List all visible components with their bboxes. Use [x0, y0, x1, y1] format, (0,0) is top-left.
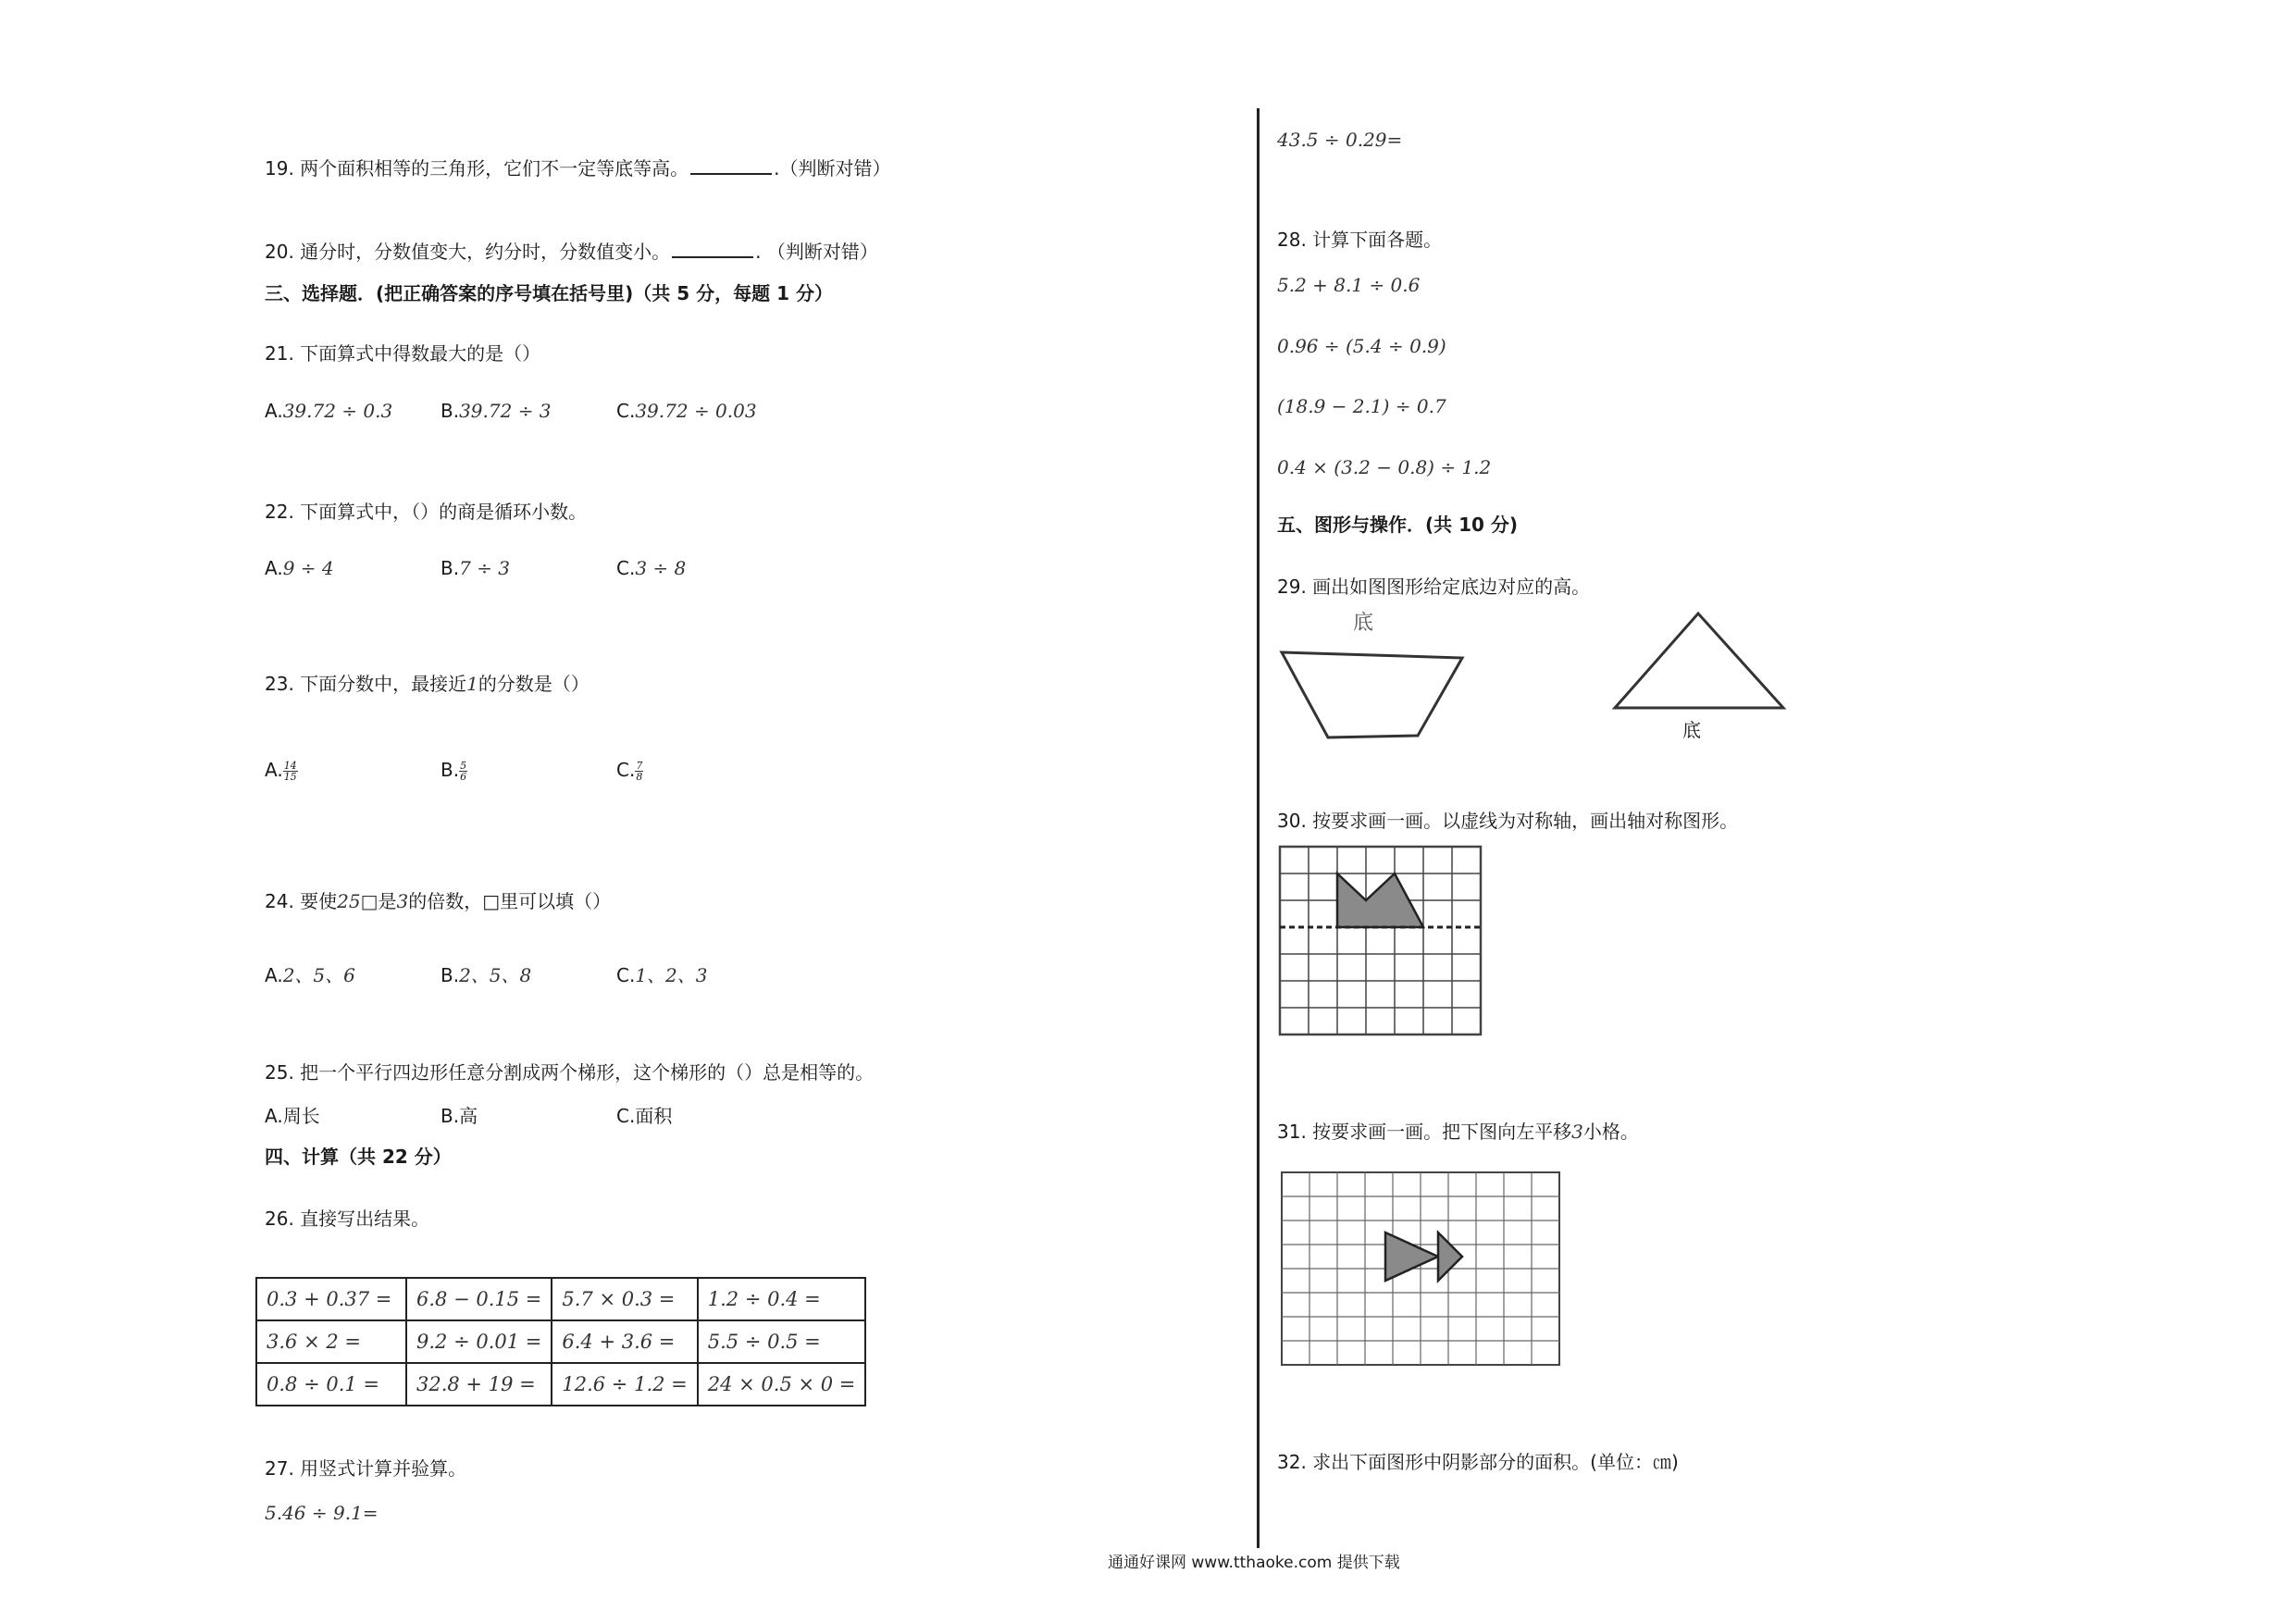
- question-19: [265, 156, 891, 180]
- question-27-expr-2: 43.5 ÷ 0.29=: [1277, 129, 1403, 151]
- question-20-tail: . （判断对错）: [755, 241, 878, 263]
- option-21-a[interactable]: A.39.72 ÷ 0.3: [265, 400, 393, 422]
- section-4-heading: 四、计算（共 22 分）: [265, 1146, 452, 1168]
- question-24: 24. 要使25□是3的倍数，□里可以填（）: [265, 890, 612, 912]
- option-22-a[interactable]: A.9 ÷ 4: [265, 557, 334, 579]
- question-28-item-4: 0.4 × (3.2 − 0.8) ÷ 1.2: [1277, 456, 1492, 478]
- answer-blank-20[interactable]: [672, 240, 753, 258]
- option-22-b[interactable]: B.7 ÷ 3: [441, 557, 510, 579]
- table-row: [256, 1320, 865, 1363]
- question-19-text: 19. 两个面积相等的三角形，它们不一定等底等高。: [265, 157, 689, 180]
- triangle-base-label: 底: [1682, 719, 1701, 741]
- option-24-c[interactable]: C.1、2、3: [616, 964, 708, 986]
- q30-grid: [1277, 844, 1486, 1038]
- table-cell: 1.2 ÷ 0.4 =: [698, 1278, 866, 1320]
- table-cell: 6.4 + 3.6 =: [552, 1320, 697, 1363]
- table-cell: 3.6 × 2 =: [256, 1320, 406, 1363]
- table-cell: 0.3 + 0.37 =: [256, 1278, 406, 1320]
- option-22-c[interactable]: C.3 ÷ 8: [616, 557, 687, 579]
- option-23-a[interactable]: A. $\frac{14}{15}$: [265, 759, 297, 783]
- question-32: 32. 求出下面图形中阴影部分的面积。(单位：㎝): [1277, 1451, 1679, 1473]
- section-3-heading: 三、选择题．(把正确答案的序号填在括号里)（共 5 分，每题 1 分）: [265, 282, 833, 304]
- triangle-large: [1385, 1233, 1438, 1281]
- trapezoid-shape: [1282, 652, 1462, 737]
- option-23-c[interactable]: C. $\frac{7}{8}$: [616, 759, 643, 783]
- table-cell: 12.6 ÷ 1.2 =: [552, 1363, 697, 1406]
- question-29: 29. 画出如图图形给定底边对应的高。: [1277, 576, 1591, 598]
- table-row: [256, 1363, 865, 1406]
- option-25-b[interactable]: B.高: [441, 1105, 478, 1127]
- option-21-b[interactable]: B.39.72 ÷ 3: [441, 400, 552, 422]
- option-21-c[interactable]: C.39.72 ÷ 0.03: [616, 400, 757, 422]
- table-row: [256, 1278, 865, 1320]
- question-23: 23. 下面分数中，最接近1的分数是（）: [265, 673, 590, 695]
- answer-blank-19[interactable]: [690, 156, 772, 175]
- table-cell: 6.8 − 0.15 =: [406, 1278, 552, 1320]
- question-31: 31. 按要求画一画。把下图向左平移3小格。: [1277, 1121, 1639, 1143]
- table-cell: 0.8 ÷ 0.1 =: [256, 1363, 406, 1406]
- question-27: 27. 用竖式计算并验算。: [265, 1457, 467, 1480]
- question-28: 28. 计算下面各题。: [1277, 229, 1443, 251]
- triangle-small: [1438, 1233, 1462, 1281]
- option-24-b[interactable]: B.2、5、8: [441, 964, 532, 986]
- trapezoid-base-label: 底: [1353, 612, 1374, 635]
- q31-grid: [1279, 1170, 1566, 1373]
- grid-lines: [1282, 1172, 1559, 1365]
- footer-text: 通通好课网 www.tthaoke.com 提供下载: [1108, 1554, 1400, 1572]
- question-28-item-2: 0.96 ÷ (5.4 ÷ 0.9): [1277, 335, 1446, 357]
- question-27-expr: 5.46 ÷ 9.1=: [265, 1502, 379, 1524]
- option-25-a[interactable]: A.周长: [265, 1105, 320, 1127]
- question-30: 30. 按要求画一画。以虚线为对称轴，画出轴对称图形。: [1277, 810, 1739, 832]
- question-20: [265, 240, 878, 263]
- option-24-a[interactable]: A.2、5、6: [265, 964, 355, 986]
- triangle-shape: [1615, 613, 1783, 708]
- question-20-text: 20. 通分时，分数值变大，约分时，分数值变小。: [265, 241, 671, 263]
- question-25: 25. 把一个平行四边形任意分割成两个梯形，这个梯形的（）总是相等的。: [265, 1061, 875, 1084]
- grid-lines: [1280, 847, 1481, 1035]
- table-cell: 32.8 + 19 =: [406, 1363, 552, 1406]
- question-28-item-1: 5.2 + 8.1 ÷ 0.6: [1277, 274, 1421, 296]
- option-23-b[interactable]: B. $\frac{5}{6}$: [441, 759, 467, 783]
- question-19-tail: .（判断对错）: [774, 157, 891, 180]
- table-cell: 5.5 ÷ 0.5 =: [698, 1320, 866, 1363]
- question-26: 26. 直接写出结果。: [265, 1208, 430, 1230]
- question-28-item-3: (18.9 − 2.1) ÷ 0.7: [1277, 395, 1446, 417]
- table-cell: 9.2 ÷ 0.01 =: [406, 1320, 552, 1363]
- question-21: 21. 下面算式中得数最大的是（）: [265, 342, 541, 365]
- question-22: 22. 下面算式中，（）的商是循环小数。: [265, 501, 588, 523]
- section-5-heading: 五、图形与操作．(共 10 分): [1277, 514, 1519, 536]
- table-cell: 5.7 × 0.3 =: [552, 1278, 697, 1320]
- table-cell: 24 × 0.5 × 0 =: [698, 1363, 866, 1406]
- column-divider: [1257, 108, 1260, 1548]
- option-25-c[interactable]: C.面积: [616, 1105, 673, 1127]
- calc-table: [255, 1277, 866, 1406]
